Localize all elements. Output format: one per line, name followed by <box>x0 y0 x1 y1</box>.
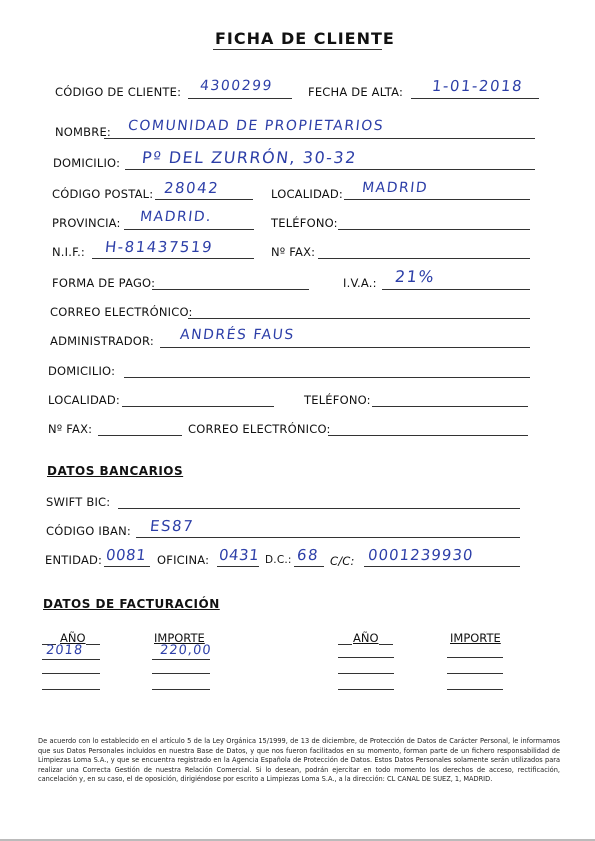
adm-localidad-line[interactable] <box>122 406 274 407</box>
provincia-line <box>124 229 254 230</box>
adm-localidad-label: LOCALIDAD: <box>48 393 120 407</box>
fax-label: Nº FAX: <box>271 245 316 259</box>
facturacion-importe-right-line-3[interactable] <box>447 689 503 690</box>
iban-label: CÓDIGO IBAN: <box>46 524 131 538</box>
localidad-line <box>344 199 530 200</box>
cc-line <box>364 566 520 567</box>
provincia-value[interactable]: MADRID. <box>139 209 213 225</box>
iva-label: I.V.A.: <box>343 276 377 290</box>
fax-line[interactable] <box>318 258 530 259</box>
fecha-alta-label: FECHA DE ALTA: <box>308 85 404 99</box>
facturacion-ano-right-line-2[interactable] <box>338 673 394 674</box>
facturacion-importe-line-3[interactable] <box>152 689 210 690</box>
iva-value[interactable]: 21% <box>394 267 437 286</box>
page-title: FICHA DE CLIENTE <box>215 29 395 48</box>
adm-fax-label: Nº FAX: <box>48 422 93 436</box>
dc-label: D.C.: <box>265 554 292 566</box>
codigo-postal-label: CÓDIGO POSTAL: <box>52 187 154 201</box>
nombre-value[interactable]: COMUNIDAD DE PROPIETARIOS <box>127 118 385 134</box>
localidad-value[interactable]: MADRID <box>361 180 429 196</box>
fecha-alta-line <box>411 98 539 99</box>
codigo-postal-line <box>155 199 253 200</box>
facturacion-ano-right-line-3[interactable] <box>338 689 394 690</box>
telefono-line[interactable] <box>338 229 530 230</box>
iban-value[interactable]: ES87 <box>149 517 196 535</box>
facturacion-importe-line-2[interactable] <box>152 673 210 674</box>
facturacion-ano-right-line-1[interactable] <box>338 657 394 658</box>
nif-value[interactable]: H-81437519 <box>104 238 214 256</box>
forma-pago-label: FORMA DE PAGO: <box>52 276 156 290</box>
iban-line <box>136 537 520 538</box>
col-importe-left: IMPORTE <box>154 631 205 645</box>
dc-value[interactable]: 68 <box>296 546 321 564</box>
forma-pago-line[interactable] <box>152 289 309 290</box>
privacy-notice: De acuerdo con lo establecido en el artículo 5 de la Ley Orgánica 15/1999, de 13 de diciembre, de Protección de Datos de Carácter Personal, le informamos que sus Datos Personales incluidos en nuestra Base de Datos, y que nos fueron facilitados en su momento, forman parte de un fichero responsabilidad de Limpiezas Loma S.A., y que se encuentra registrado en la Agencia Española de Protección de Datos. Estos Datos Personales solamente serán utilizados para realizar una Correcta Gestión de nuestra Relación Comercial. Si lo desean, podrán ejercitar en todo momento los derechos de acceso, rectificación, cancelación y, en su caso, el de oposición, dirigiéndose por escrito a Limpiezas Loma S.A., a la dirección: CL CANAL DE SUEZ, 1, MADRID. <box>38 737 560 784</box>
datos-facturacion-heading: DATOS DE FACTURACIÓN <box>43 597 220 611</box>
administrador-value[interactable]: ANDRÉS FAUS <box>179 327 296 343</box>
oficina-label: OFICINA: <box>157 553 210 567</box>
swift-line[interactable] <box>118 508 520 509</box>
nif-label: N.I.F.: <box>52 245 86 259</box>
domicilio-value[interactable]: Pº DEL ZURRÓN, 30-32 <box>141 148 358 167</box>
facturacion-ano-line-1 <box>42 659 100 660</box>
codigo-cliente-value[interactable]: 4300299 <box>199 78 274 94</box>
adm-domicilio-label: DOMICILIO: <box>48 364 116 378</box>
administrador-line <box>160 347 530 348</box>
adm-correo-label: CORREO ELECTRÓNICO: <box>188 422 331 436</box>
adm-correo-line[interactable] <box>328 435 528 436</box>
col-ano-left: AÑO <box>60 631 86 645</box>
correo-line[interactable] <box>188 318 530 319</box>
col-ano-left-underline-b <box>86 644 100 645</box>
facturacion-ano-line-3[interactable] <box>42 689 100 690</box>
fecha-alta-value[interactable]: 1-01-2018 <box>431 77 525 95</box>
facturacion-importe-right-line-1[interactable] <box>447 657 503 658</box>
cc-label: C/C: <box>330 554 355 568</box>
codigo-postal-value[interactable]: 28042 <box>163 179 221 197</box>
facturacion-importe-value[interactable]: 220,00 <box>159 643 213 658</box>
facturacion-importe-line-1 <box>152 659 210 660</box>
col-ano-right-underline-b <box>379 644 393 645</box>
col-ano-right-underline-a <box>338 644 352 645</box>
entidad-line <box>104 566 150 567</box>
col-importe-right: IMPORTE <box>450 631 501 645</box>
facturacion-ano-line-2[interactable] <box>42 673 100 674</box>
col-ano-right: AÑO <box>353 631 379 645</box>
codigo-cliente-line <box>188 98 292 99</box>
adm-fax-line[interactable] <box>98 435 182 436</box>
localidad-label: LOCALIDAD: <box>271 187 343 201</box>
nif-line <box>92 258 254 259</box>
entidad-label: ENTIDAD: <box>45 553 103 567</box>
facturacion-importe-right-line-2[interactable] <box>447 673 503 674</box>
administrador-label: ADMINISTRADOR: <box>50 334 154 348</box>
adm-telefono-label: TELÉFONO: <box>304 393 371 407</box>
title-underline <box>213 49 382 50</box>
dc-line <box>294 566 324 567</box>
provincia-label: PROVINCIA: <box>52 216 121 230</box>
nombre-line <box>104 138 535 139</box>
codigo-cliente-label: CÓDIGO DE CLIENTE: <box>55 85 182 99</box>
telefono-label: TELÉFONO: <box>271 216 338 230</box>
swift-label: SWIFT BIC: <box>46 495 111 509</box>
domicilio-line <box>125 169 535 170</box>
facturacion-ano-value[interactable]: 2018 <box>45 643 84 658</box>
oficina-line <box>217 566 259 567</box>
iva-line <box>382 289 530 290</box>
entidad-value[interactable]: 0081 <box>105 546 148 564</box>
cc-value[interactable]: 0001239930 <box>367 546 475 564</box>
oficina-value[interactable]: 0431 <box>218 546 261 564</box>
adm-domicilio-line[interactable] <box>124 377 530 378</box>
adm-telefono-line[interactable] <box>372 406 528 407</box>
nombre-label: NOMBRE: <box>55 125 111 139</box>
datos-bancarios-heading: DATOS BANCARIOS <box>47 464 184 478</box>
domicilio-label: DOMICILIO: <box>53 156 121 170</box>
correo-label: CORREO ELECTRÓNICO: <box>50 305 193 319</box>
